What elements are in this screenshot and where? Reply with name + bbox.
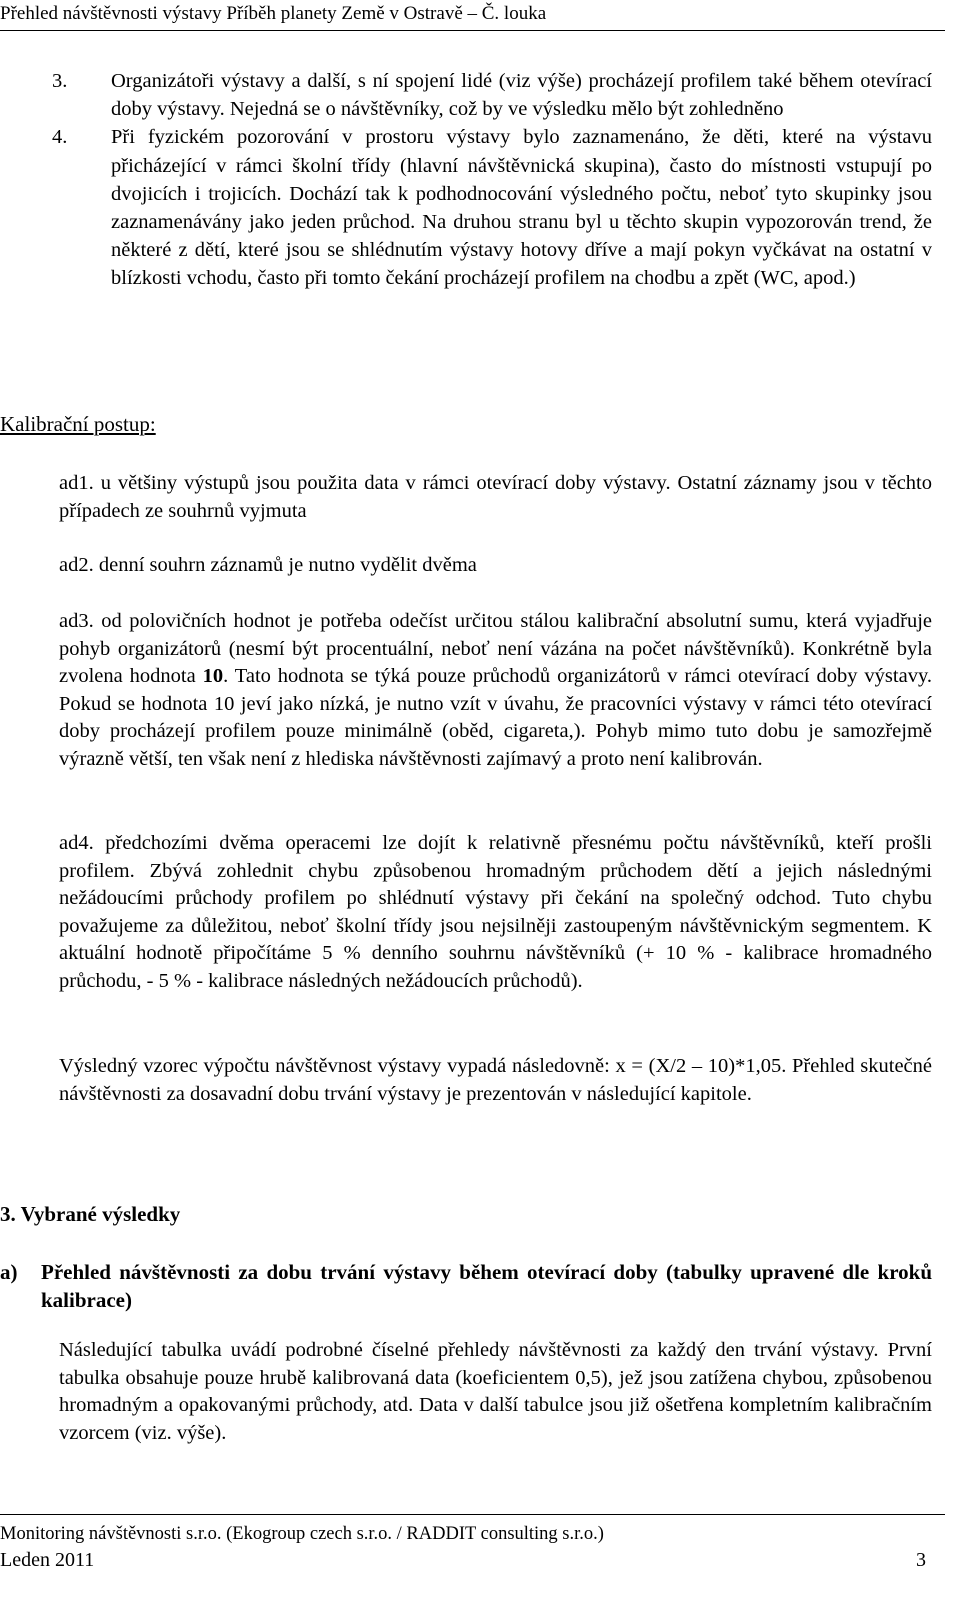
footer-organization: Monitoring návštěvnosti s.r.o. (Ekogroup czech s.r.o. / RADDIT consulting s.r.o.): [0, 1524, 604, 1544]
formula-paragraph: Výsledný vzorec výpočtu návštěvnost výstavy vypadá následovně: x = (X/2 – 10)*1,05. Přehled skutečné návštěvnosti za dosavadní dobu trvání výstavy je prezentován v následující kapitole.: [59, 1055, 932, 1105]
list-item-text: Při fyzickém pozorování v prostoru výstavy bylo zaznamenáno, že děti, které na výstavu přicházející v rámci školní třídy (hlavní návštěvnická skupina), často do místnosti vstupují po dvojicích i trojicích. Dochází tak k podhodnocování výsledného počtu, neboť tyto skupinky jsou zaznamenávány jako jeden průchod. Na druhou stranu byl u těchto skupin vypozorován trend, že některé z dětí, které jsou se shlédnutím výstavy hotovy dříve a mají pokyn vyčkávat na ostatní v blízkosti vchodu, často při tomto čekání procházejí profilem na chodbu a zpět (WC, apod.): [111, 126, 932, 290]
footer-date: Leden 2011: [0, 1549, 95, 1571]
subsection-a-label: a): [0, 1260, 18, 1284]
subsection-a: [0, 1258, 932, 1314]
calibration-ad1: ad1. u většiny výstupů jsou použita data v rámci otevírací doby výstavy. Ostatní záznamy jsou v těchto případech ze souhrnů vyjmuta: [59, 472, 932, 522]
section-heading: 3. Vybrané výsledky: [0, 1202, 181, 1226]
calibration-ad2: ad2. denní souhrn záznamů je nutno vydělit dvěma: [59, 554, 477, 576]
list-item-number: 4.: [52, 126, 68, 149]
calibration-heading: Kalibrační postup:: [0, 412, 156, 436]
list-item: [52, 67, 932, 123]
header-divider: [0, 30, 945, 31]
footer-divider: [0, 1514, 945, 1515]
calibration-ad3: [59, 608, 932, 774]
section-paragraph: Následující tabulka uvádí podrobné číselné přehledy návštěvnosti za každý den trvání výstavy. První tabulka obsahuje pouze hrubě kalibrovaná data (koeficientem 0,5), jež jsou zatížena chybou, způsobenou hromadným a opakovanými průchody, atd. Data v další tabulce jsou již ošetřena kompletním kalibračním vzorcem (viz. výše).: [59, 1339, 932, 1444]
numbered-list: [52, 67, 932, 293]
page-header: Přehled návštěvnosti výstavy Příběh planety Země v Ostravě – Č. louka: [0, 3, 547, 24]
subsection-a-title: Přehled návštěvnosti za dobu trvání výstavy během otevírací doby (tabulky upravené dle kroků kalibrace): [41, 1260, 932, 1312]
list-item-number: 3.: [52, 70, 68, 92]
calibration-ad4: ad4. předchozími dvěma operacemi lze dojít k relativně přesnému počtu návštěvníků, kteří prošli profilem. Zbývá zohlednit chybu způsobenou hromadným průchodem dětí a jejich následnými nežádoucími průchody profilem po shlédnutí výstavy při čekání na společný odchod. Tuto chybu považujeme za důležitou, neboť školní třídy jsou nejsilněji zastoupeným návštěvnickým segmentem. K aktuální hodnotě připočítáme 5 % denního souhrnu návštěvníků (+ 10 % - kalibrace hromadného průchodu, - 5 % - kalibrace následných nežádoucích průchodů).: [59, 832, 932, 992]
ad3-text-start: ad3. od polovičních hodnot je potřeba odečíst určitou stálou kalibrační absolutní sumu, která vyjadřuje pohyb organizátorů (nesmí být procentuální, neboť není vázána na počet návštěvníků). Konkrétně byla zvolena hodnota: [59, 610, 932, 688]
ad3-value: 10: [202, 665, 224, 688]
page-number: 3: [916, 1549, 926, 1571]
list-item-text: Organizátoři výstavy a další, s ní spojení lidé (viz výše) procházejí profilem také během otevírací doby výstavy. Nejedná se o návštěvníky, což by ve výsledku mělo být zohledněno: [111, 70, 932, 121]
page-footer: [0, 1523, 940, 1571]
list-item: [52, 123, 932, 292]
ad3-text-end: . Tato hodnota se týká pouze průchodů organizátorů v rámci otevírací doby výstavy. Pokud se hodnota 10 jeví jako nízká, je nutno vzít v úvahu, že pracovníci výstavy v rámci této otevírací doby procházejí profilem pouze minimálně (oběd, cigareta,). Pohyb mimo tuto dobu je samozřejmě výrazně větší, ten však není z hlediska návštěvnosti zajímavý a proto není kalibrován.: [59, 665, 932, 770]
